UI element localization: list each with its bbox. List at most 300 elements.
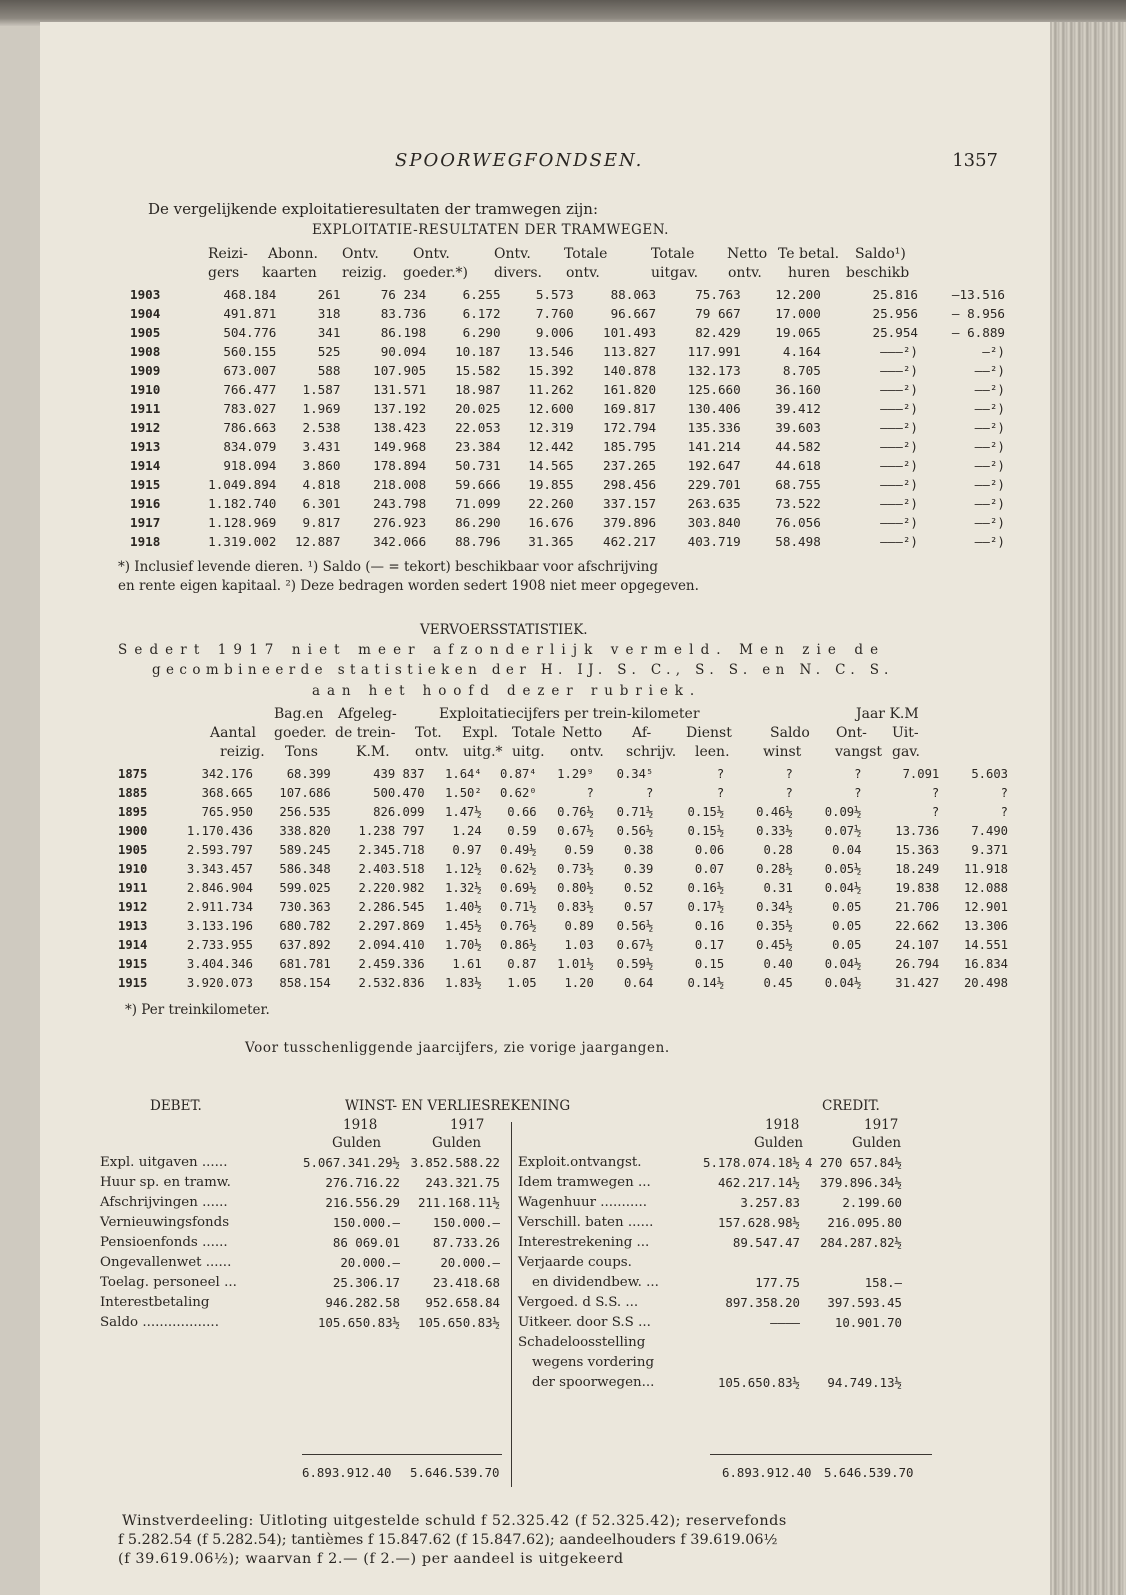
vervoer-row-1913 — [118, 917, 1008, 936]
tram-cell: 4.818 — [302, 477, 341, 492]
tram-cell: 135.336 — [687, 420, 741, 435]
credit-amount — [800, 1333, 902, 1353]
credit-row — [518, 1193, 902, 1213]
vervoer-cell: 0.59 — [507, 824, 537, 838]
vervoer-header-row-1 — [40, 706, 1050, 726]
vervoer-header-1-1: Afgeleg- — [338, 706, 397, 722]
vervoer-cell: 0.28 — [763, 843, 793, 857]
vervoer-cell: 7.490 — [971, 824, 1008, 838]
tram-row-1905 — [130, 323, 1005, 342]
vervoer-row-1915 — [118, 974, 1008, 993]
tram-cell: 59.666 — [455, 477, 501, 492]
tram-cell: 462.217 — [603, 534, 657, 549]
vervoer-cell: 12.901 — [963, 900, 1008, 914]
tram-cell: 298.456 — [603, 477, 657, 492]
credit-amount: 2.199.60 — [842, 1195, 902, 1210]
vervoer-cell: 0.52 — [623, 881, 654, 895]
vervoer-cell: 826.099 — [373, 805, 425, 819]
tram-cell: 172.794 — [603, 420, 657, 435]
vervoer-cell: 1.50² — [445, 786, 482, 800]
tram-header-2-5: ontv. — [566, 265, 600, 281]
tram-row-year: 1914 — [130, 458, 161, 473]
vervoer-header-3-10: vangst — [835, 744, 883, 760]
vervoer-cell: 12.088 — [963, 881, 1008, 895]
credit-amount: 397.593.45 — [827, 1295, 902, 1310]
tram-cell: 185.795 — [603, 439, 657, 454]
debit-year-1918: 1918 — [343, 1117, 378, 1133]
vervoer-cell: 13.736 — [895, 824, 940, 838]
tram-cell: 76.056 — [775, 515, 821, 530]
debit-amount: 20.000.— — [440, 1255, 500, 1270]
tram-row-year: 1913 — [130, 439, 161, 454]
credit-amount: 157.628.98½ — [717, 1215, 800, 1230]
debit-amount: 105.650.83½ — [317, 1315, 400, 1330]
tram-cell: 44.582 — [775, 439, 821, 454]
debit-label: Afschrijvingen ...... — [100, 1195, 228, 1210]
vervoer-cell: 0.34⁵ — [616, 767, 654, 781]
credit-row — [518, 1373, 902, 1393]
credit-row — [518, 1353, 902, 1373]
vervoer-cell: 0.56½ — [616, 824, 654, 838]
tram-row-1912 — [130, 418, 1005, 437]
account-title: WINST- EN VERLIESREKENING — [345, 1098, 571, 1114]
credit-row — [518, 1253, 902, 1273]
tram-row-year: 1909 — [130, 363, 161, 378]
tram-cell: 12.319 — [528, 420, 574, 435]
tram-cell: ———²) — [880, 515, 918, 530]
vervoer-note: Voor tusschenliggende jaarcijfers, zie vorige jaargangen. — [245, 1040, 670, 1056]
tram-header-2-4: divers. — [494, 265, 542, 281]
vervoer-header-2-8: Dienst — [686, 725, 732, 741]
vervoer-header-1-0: Bag.en — [274, 706, 324, 722]
tram-cell: 341 — [317, 325, 341, 340]
tram-cell: 12.887 — [294, 534, 341, 549]
vervoer-cell: 0.33½ — [756, 824, 793, 838]
credit-amount: 158.— — [864, 1275, 902, 1290]
vervoer-cell: 2.345.718 — [358, 843, 425, 857]
vervoer-row-1912 — [118, 898, 1008, 917]
debit-amount: 211.168.11½ — [417, 1195, 500, 1210]
vervoer-cell: ? — [716, 786, 725, 800]
tram-cell: 1.128.969 — [208, 515, 277, 530]
vervoer-header-2-7: Af- — [632, 725, 652, 741]
vervoer-cell: 1.47½ — [445, 805, 482, 819]
tram-cell: 25.956 — [872, 306, 918, 321]
vervoer-cell: 1.40½ — [445, 900, 482, 914]
debit-amount: 150.000.— — [432, 1215, 500, 1230]
vervoer-cell: 730.363 — [279, 900, 331, 914]
tram-cell: ——²) — [974, 496, 1005, 511]
tram-cell: 39.412 — [775, 401, 821, 416]
vervoer-cell: 256.535 — [279, 805, 331, 819]
tram-cell: 88.796 — [455, 534, 501, 549]
credit-amount: 4 270 657.84½ — [805, 1155, 902, 1170]
tram-cell: 1.587 — [302, 382, 341, 397]
credit-amount: ———— — [770, 1315, 800, 1330]
vervoer-cell: 0.07 — [694, 862, 725, 876]
vervoer-row-year: 1875 — [118, 767, 148, 781]
tram-cell: 237.265 — [603, 458, 657, 473]
vervoer-cell: 13.306 — [963, 919, 1008, 933]
vervoer-cell: ? — [854, 767, 862, 781]
vervoer-cell: ? — [1000, 786, 1008, 800]
tram-cell: 36.160 — [775, 382, 821, 397]
vervoer-cell: ? — [785, 767, 793, 781]
debit-amount: 86 069.01 — [332, 1235, 400, 1250]
vervoer-cell: 2.532.836 — [358, 976, 425, 990]
vervoer-cell: 0.64 — [623, 976, 654, 990]
debit-table — [100, 1153, 500, 1333]
tram-cell: 468.184 — [223, 287, 277, 302]
tram-cell: ——²) — [974, 534, 1005, 549]
vervoer-cell: 2.459.336 — [358, 957, 425, 971]
credit-amount — [800, 1253, 902, 1273]
debit-amount: 216.556.29 — [325, 1195, 400, 1210]
credit-amount: 284.287.82½ — [819, 1235, 902, 1250]
tram-cell: 12.442 — [528, 439, 574, 454]
tram-row-year: 1916 — [130, 496, 161, 511]
vervoer-cell: 2.286.545 — [358, 900, 425, 914]
vervoer-cell: 0.15 — [694, 957, 725, 971]
vervoer-cell: ? — [716, 767, 725, 781]
vervoer-cell: 18.249 — [895, 862, 940, 876]
tram-header-1-8: Te betal. — [778, 246, 840, 262]
tram-cell: 1.969 — [302, 401, 341, 416]
tram-cell: 169.817 — [603, 401, 657, 416]
tram-cell: 101.493 — [603, 325, 657, 340]
tram-header-1-4: Ontv. — [494, 246, 531, 262]
vervoer-cell: 0.05½ — [824, 862, 862, 876]
vervoer-cell: 0.05 — [832, 919, 862, 933]
vervoer-cell: 0.80½ — [557, 881, 594, 895]
vervoer-cell: 589.245 — [279, 843, 331, 857]
vervoer-cell: 24.107 — [895, 938, 940, 952]
tram-cell: 22.053 — [455, 420, 501, 435]
vervoer-row-year: 1910 — [118, 862, 148, 876]
tram-cell: 68.755 — [775, 477, 821, 492]
tram-header-1-0: Reizi- — [208, 246, 248, 262]
vervoer-cell: 0.16½ — [687, 881, 725, 895]
tram-cell: ———²) — [880, 458, 918, 473]
vervoer-cell: 500.470 — [373, 786, 425, 800]
credit-row — [518, 1233, 902, 1253]
vervoer-cell: 0.67½ — [557, 824, 594, 838]
tram-row-1909 — [130, 361, 1005, 380]
tram-cell: 9.006 — [535, 325, 574, 340]
tram-cell: 13.546 — [528, 344, 574, 359]
vervoer-cell: 16.834 — [963, 957, 1008, 971]
tram-cell: ——²) — [974, 477, 1005, 492]
tram-cell: 10.187 — [455, 344, 501, 359]
vervoer-cell: 3.920.073 — [186, 976, 253, 990]
debit-unit-1918: Gulden — [332, 1135, 382, 1151]
vervoer-cell: 15.363 — [895, 843, 940, 857]
tram-cell: 25.954 — [872, 325, 918, 340]
vervoer-cell: 0.04½ — [824, 881, 862, 895]
vervoer-cell: 0.28½ — [756, 862, 793, 876]
tram-cell: ——²) — [974, 382, 1005, 397]
vervoer-header-1-2: Exploitatiecijfers per trein-kilometer — [439, 706, 700, 722]
tram-cell: 86.198 — [380, 325, 427, 340]
tram-intro: De vergelijkende exploitatieresultaten der tramwegen zijn: — [148, 200, 599, 218]
debit-amount: 20.000.— — [340, 1255, 400, 1270]
vervoer-row-year: 1905 — [118, 843, 148, 857]
tram-header-1-2: Ontv. — [342, 246, 379, 262]
tram-cell: 4.164 — [782, 344, 821, 359]
tram-cell: 6.301 — [302, 496, 341, 511]
tram-cell: 5.573 — [535, 287, 574, 302]
vervoer-cell: 0.40 — [763, 957, 793, 971]
tram-cell: 19.065 — [775, 325, 821, 340]
credit-year-1917: 1917 — [864, 1117, 899, 1133]
tram-cell: 88.063 — [610, 287, 657, 302]
vervoer-cell: 0.71½ — [499, 900, 537, 914]
vervoer-cell: 1.24 — [452, 824, 482, 838]
vervoer-cell: 0.86½ — [499, 938, 537, 952]
tram-row-1904 — [130, 304, 1005, 323]
vervoer-cell: 0.17½ — [687, 900, 725, 914]
tram-header-2-8: huren — [788, 265, 831, 281]
vervoer-row-1914 — [118, 936, 1008, 955]
credit-amount: 94.749.13½ — [827, 1375, 902, 1390]
vervoer-header-3-8: leen. — [695, 744, 730, 760]
tram-cell: ——²) — [974, 515, 1005, 530]
vervoer-cell: 1.29⁹ — [557, 767, 594, 781]
debit-row — [100, 1173, 500, 1193]
debit-amount: 105.650.83½ — [417, 1315, 500, 1330]
debit-label: Toelag. personeel ... — [100, 1275, 237, 1290]
tram-cell: 673.007 — [223, 363, 277, 378]
tram-cell: —13.516 — [951, 287, 1005, 302]
tram-cell: 18.987 — [455, 382, 501, 397]
vervoer-cell: 9.371 — [971, 843, 1008, 857]
tram-table-title: EXPLOITATIE-RESULTATEN DER TRAMWEGEN. — [312, 222, 669, 238]
credit-amount — [800, 1353, 902, 1373]
tram-cell: 6.255 — [462, 287, 501, 302]
debit-amount: 952.658.84 — [425, 1295, 500, 1310]
tram-cell: 379.896 — [603, 515, 657, 530]
vervoer-row-year: 1900 — [118, 824, 148, 838]
credit-amount: 10.901.70 — [834, 1315, 902, 1330]
tram-cell: 50.731 — [455, 458, 501, 473]
tram-row-year: 1912 — [130, 420, 161, 435]
vervoer-cell: 2.297.869 — [358, 919, 425, 933]
credit-label: Verjaarde coups. — [518, 1255, 632, 1270]
vervoer-cell: 1.20 — [564, 976, 594, 990]
debit-label: Pensioenfonds ...... — [100, 1235, 228, 1250]
tram-row-year: 1908 — [130, 344, 161, 359]
tram-row-year: 1905 — [130, 325, 161, 340]
credit-row — [518, 1153, 902, 1173]
vervoer-header-row-2 — [40, 725, 1050, 745]
credit-amount: 5.178.074.18½ — [703, 1155, 800, 1170]
credit-unit-1917: Gulden — [852, 1135, 902, 1151]
tram-header-1-7: Netto — [727, 246, 768, 262]
vervoer-title: VERVOERSSTATISTIEK. — [420, 622, 588, 638]
tram-cell: 918.094 — [223, 458, 277, 473]
vervoer-row-year: 1915 — [118, 957, 148, 971]
tram-row-1908 — [130, 342, 1005, 361]
tram-cell: 218.008 — [373, 477, 427, 492]
tram-cell: 75.763 — [695, 287, 741, 302]
tram-cell: 6.172 — [462, 306, 501, 321]
credit-label: wegens vordering — [532, 1355, 655, 1370]
tram-cell: 783.027 — [223, 401, 277, 416]
vervoer-cell: 0.83½ — [557, 900, 594, 914]
tram-header-row-1 — [40, 246, 1050, 266]
tram-cell: ———²) — [880, 439, 918, 454]
winstverdeeling-line-1: Winstverdeeling: Uitloting uitgestelde schuld f 52.325.42 (f 52.325.42); reservefonds — [122, 1513, 787, 1529]
tram-cell: 130.406 — [687, 401, 741, 416]
tram-cell: 1.319.002 — [208, 534, 277, 549]
tram-cell: 90.094 — [380, 344, 427, 359]
tram-cell: 125.660 — [687, 382, 741, 397]
vervoer-row-1905 — [118, 841, 1008, 860]
tram-cell: 178.894 — [373, 458, 427, 473]
debit-row — [100, 1253, 500, 1273]
tram-cell: 6.290 — [462, 325, 501, 340]
tram-cell: 20.025 — [455, 401, 501, 416]
debit-amount: 25.306.17 — [332, 1275, 400, 1290]
vervoer-cell: 1.32½ — [445, 881, 482, 895]
tram-cell: — 8.956 — [951, 306, 1005, 321]
tram-header-2-9: beschikb — [846, 265, 910, 281]
vervoer-row-1910 — [118, 860, 1008, 879]
debit-amount: 946.282.58 — [325, 1295, 400, 1310]
vervoer-row-year: 1912 — [118, 900, 148, 914]
vervoer-cell: 0.06 — [694, 843, 725, 857]
credit-label: Idem tramwegen ... — [518, 1175, 651, 1190]
credit-amount: 89.547.47 — [732, 1235, 800, 1250]
vervoer-cell: 7.091 — [902, 767, 940, 781]
debit-label: Vernieuwingsfonds — [100, 1215, 230, 1230]
debit-row — [100, 1193, 500, 1213]
tram-cell: 7.760 — [535, 306, 574, 321]
debit-total-1918: 6.893.912.40 — [302, 1465, 392, 1480]
debit-amount: 5.067.341.29½ — [303, 1155, 400, 1170]
vervoer-cell: 31.427 — [895, 976, 940, 990]
tram-header-1-6: Totale — [651, 246, 695, 262]
vervoer-cell: 11.918 — [963, 862, 1008, 876]
tram-row-1911 — [130, 399, 1005, 418]
vervoer-cell: 22.662 — [895, 919, 940, 933]
tram-cell: ———²) — [880, 420, 918, 435]
vervoer-cell: 3.133.196 — [186, 919, 253, 933]
tram-cell: 138.423 — [373, 420, 427, 435]
tram-row-1914 — [130, 456, 1005, 475]
vervoer-cell: ? — [854, 786, 862, 800]
tram-cell: 25.816 — [872, 287, 918, 302]
vervoer-cell: 0.17 — [694, 938, 725, 952]
vervoer-cell: 0.97 — [452, 843, 482, 857]
vervoer-cell: 1.238 797 — [358, 824, 425, 838]
tram-header-1-1: Abonn. — [268, 246, 318, 262]
credit-total-1917: 5.646.539.70 — [824, 1465, 914, 1480]
tram-cell: 44.618 — [775, 458, 821, 473]
tram-cell: 79 667 — [695, 306, 741, 321]
credit-amount: 379.896.34½ — [819, 1175, 902, 1190]
tram-row-1918 — [130, 532, 1005, 551]
debit-total-1917: 5.646.539.70 — [410, 1465, 500, 1480]
vervoer-cell: 1.64⁴ — [445, 767, 482, 781]
vervoer-cell: 0.34½ — [756, 900, 793, 914]
vervoer-cell: 0.04 — [832, 843, 862, 857]
credit-label: Vergoed. d S.S. ... — [518, 1295, 639, 1310]
vervoer-cell: 0.73½ — [557, 862, 594, 876]
tram-cell: 82.429 — [695, 325, 741, 340]
tram-cell: ——²) — [974, 363, 1005, 378]
vervoer-cell: 765.950 — [201, 805, 253, 819]
tram-cell: 39.603 — [775, 420, 821, 435]
tram-cell: ———²) — [880, 382, 918, 397]
vervoer-header-2-4: Expl. — [462, 725, 499, 741]
tram-cell: 766.477 — [223, 382, 277, 397]
tram-cell: 834.079 — [223, 439, 277, 454]
vervoer-header-3-9: winst — [763, 744, 802, 760]
tram-cell: 525 — [317, 344, 341, 359]
credit-row — [518, 1173, 902, 1193]
vervoer-cell: 1.83½ — [445, 976, 482, 990]
vervoer-cell: 1.12½ — [445, 862, 482, 876]
vervoer-cell: 0.35½ — [756, 919, 793, 933]
tram-cell: ———²) — [880, 477, 918, 492]
tram-header-1-3: Ontv. — [413, 246, 450, 262]
tram-header-row-2 — [40, 265, 1050, 285]
tram-cell: ——²) — [974, 439, 1005, 454]
credit-label: Schadeloosstelling — [518, 1335, 646, 1350]
debit-row — [100, 1313, 500, 1333]
tram-footnote-2: en rente eigen kapitaal. ²) Deze bedragen worden sedert 1908 niet meer opgegeven. — [118, 578, 699, 594]
tram-cell: 1.182.740 — [208, 496, 277, 511]
tram-header-1-5: Totale — [564, 246, 608, 262]
credit-table — [518, 1153, 902, 1393]
vervoer-cell: 338.820 — [279, 824, 331, 838]
tram-cell: 76 234 — [380, 287, 427, 302]
vervoer-cell: 342.176 — [201, 767, 253, 781]
tram-row-1913 — [130, 437, 1005, 456]
vervoer-cell: ? — [931, 805, 940, 819]
credit-amount: 177.75 — [755, 1275, 800, 1290]
tram-cell: 113.827 — [603, 344, 657, 359]
vervoer-header-3-1: Tons — [285, 744, 318, 760]
account-debet-label: DEBET. — [150, 1098, 202, 1114]
tram-cell: 491.871 — [223, 306, 277, 321]
vervoer-cell: 0.14½ — [687, 976, 725, 990]
tram-cell: 15.392 — [528, 363, 574, 378]
vervoer-row-year: 1885 — [118, 786, 148, 800]
tram-cell: ———²) — [880, 401, 918, 416]
tram-cell: 504.776 — [223, 325, 277, 340]
credit-amount — [688, 1353, 800, 1373]
tram-cell: 3.431 — [302, 439, 341, 454]
account-credit-label: CREDIT. — [822, 1098, 880, 1114]
tram-cell: 140.878 — [603, 363, 657, 378]
vervoer-footnote: *) Per treinkilometer. — [125, 1002, 270, 1018]
debit-label: Huur sp. en tramw. — [100, 1175, 231, 1190]
vervoer-cell: 19.838 — [895, 881, 940, 895]
tram-row-year: 1911 — [130, 401, 161, 416]
vervoer-row-1895 — [118, 803, 1008, 822]
credit-year-1918: 1918 — [765, 1117, 800, 1133]
vervoer-cell: 20.498 — [963, 976, 1008, 990]
vervoer-row-1915 — [118, 955, 1008, 974]
tram-row-year: 1915 — [130, 477, 161, 492]
tram-cell: 107.905 — [373, 363, 427, 378]
tram-header-2-6: uitgav. — [651, 265, 699, 281]
vervoer-header-2-5: Totale — [512, 725, 556, 741]
vervoer-cell: 1.01½ — [557, 957, 594, 971]
vervoer-cell: 1.03 — [564, 938, 594, 952]
